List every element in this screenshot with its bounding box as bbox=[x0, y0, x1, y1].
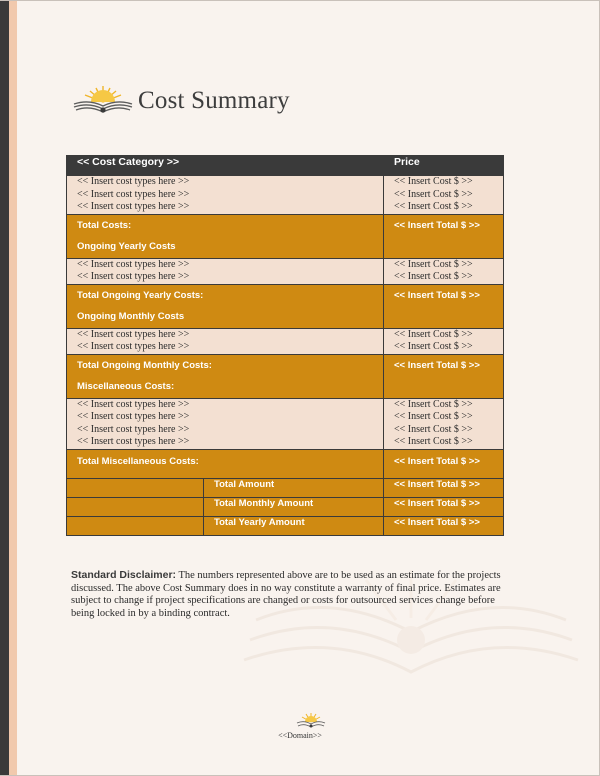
cost-type-item: << Insert cost types here >> bbox=[77, 423, 190, 435]
subtotal-label: Total Costs: bbox=[77, 219, 132, 231]
subtotal-row bbox=[67, 284, 504, 328]
cost-prices-cell bbox=[384, 258, 504, 284]
cost-summary-table bbox=[66, 155, 504, 536]
total-label: Total Amount bbox=[204, 478, 384, 497]
table-header-row bbox=[67, 156, 504, 176]
footer-domain: <<Domain>> bbox=[278, 731, 322, 740]
section-heading: Miscellaneous Costs: bbox=[77, 380, 175, 392]
subtotal-value: << Insert Total $ >> bbox=[394, 289, 480, 301]
open-book-sunrise-icon bbox=[72, 84, 134, 116]
subtotal-label: Total Ongoing Yearly Costs: bbox=[77, 289, 204, 301]
cost-price-item: << Insert Cost $ >> bbox=[394, 341, 473, 352]
cost-price-item: << Insert Cost $ >> bbox=[394, 188, 473, 200]
section-heading: Ongoing Yearly Costs bbox=[77, 240, 176, 252]
total-row bbox=[67, 497, 504, 516]
cost-type-item: << Insert cost types here >> bbox=[77, 271, 190, 282]
cost-type-item: << Insert cost types here >> bbox=[77, 398, 190, 410]
subtotal-value: << Insert Total $ >> bbox=[394, 219, 480, 231]
cost-price-item: << Insert Cost $ >> bbox=[394, 398, 473, 410]
subtotal-value: << Insert Total $ >> bbox=[394, 359, 480, 371]
cost-types-cell bbox=[67, 398, 384, 449]
table-row bbox=[67, 258, 504, 284]
table-row bbox=[67, 176, 504, 215]
cost-price-item: << Insert Cost $ >> bbox=[394, 271, 473, 282]
header-price: Price bbox=[384, 156, 504, 176]
subtotal-row bbox=[67, 214, 504, 258]
table-row bbox=[67, 328, 504, 354]
page-title: Cost Summary bbox=[138, 87, 290, 114]
cost-type-item: << Insert cost types here >> bbox=[77, 436, 190, 447]
cost-type-item: << Insert cost types here >> bbox=[77, 411, 190, 422]
cost-prices-cell bbox=[384, 398, 504, 449]
cost-price-item: << Insert Cost $ >> bbox=[394, 328, 473, 340]
cost-types-cell bbox=[67, 328, 384, 354]
total-label: Total Monthly Amount bbox=[204, 497, 384, 516]
disclaimer-label: Standard Disclaimer: bbox=[71, 569, 177, 581]
subtotal-value: << Insert Total $ >> bbox=[394, 455, 480, 467]
total-row bbox=[67, 478, 504, 497]
header-cost-category: << Cost Category >> bbox=[67, 156, 384, 176]
cost-type-item: << Insert cost types here >> bbox=[77, 188, 190, 200]
cost-type-item: << Insert cost types here >> bbox=[77, 201, 190, 212]
cost-price-item: << Insert Cost $ >> bbox=[394, 411, 473, 422]
cost-price-item: << Insert Cost $ >> bbox=[394, 436, 473, 447]
total-value: << Insert Total $ >> bbox=[384, 478, 504, 497]
standard-disclaimer bbox=[71, 569, 516, 620]
cost-type-item: << Insert cost types here >> bbox=[77, 341, 190, 352]
cost-price-item: << Insert Cost $ >> bbox=[394, 258, 473, 270]
cost-price-item: << Insert Cost $ >> bbox=[394, 423, 473, 435]
total-value: << Insert Total $ >> bbox=[384, 516, 504, 535]
left-edge-bar bbox=[0, 0, 9, 776]
cost-type-item: << Insert cost types here >> bbox=[77, 176, 190, 187]
cost-types-cell bbox=[67, 258, 384, 284]
subtotal-label: Total Ongoing Monthly Costs: bbox=[77, 359, 212, 371]
cost-price-item: << Insert Cost $ >> bbox=[394, 201, 473, 212]
open-book-sunrise-icon bbox=[296, 712, 326, 730]
subtotal-row bbox=[67, 354, 504, 398]
cost-types-cell bbox=[67, 176, 384, 215]
table-row bbox=[67, 398, 504, 449]
page-border-top bbox=[0, 0, 600, 1]
cost-price-item: << Insert Cost $ >> bbox=[394, 176, 473, 187]
total-value: << Insert Total $ >> bbox=[384, 497, 504, 516]
subtotal-label: Total Miscellaneous Costs: bbox=[77, 455, 199, 467]
cost-prices-cell bbox=[384, 176, 504, 215]
left-edge-accent bbox=[9, 0, 17, 776]
cost-prices-cell bbox=[384, 328, 504, 354]
total-row bbox=[67, 516, 504, 535]
section-heading: Ongoing Monthly Costs bbox=[77, 310, 185, 322]
total-label: Total Yearly Amount bbox=[204, 516, 384, 535]
subtotal-row bbox=[67, 449, 504, 478]
cost-type-item: << Insert cost types here >> bbox=[77, 328, 190, 340]
cost-type-item: << Insert cost types here >> bbox=[77, 258, 190, 270]
disclaimer-text: The numbers represented above are to be used as an estimate for the projects discussed. The above Cost Summary does in no way constitute a warranty of final price. Estimates are subject to change if project specifications are changed or costs for outsourced services change before being locked in by a binding contract. bbox=[71, 570, 501, 619]
